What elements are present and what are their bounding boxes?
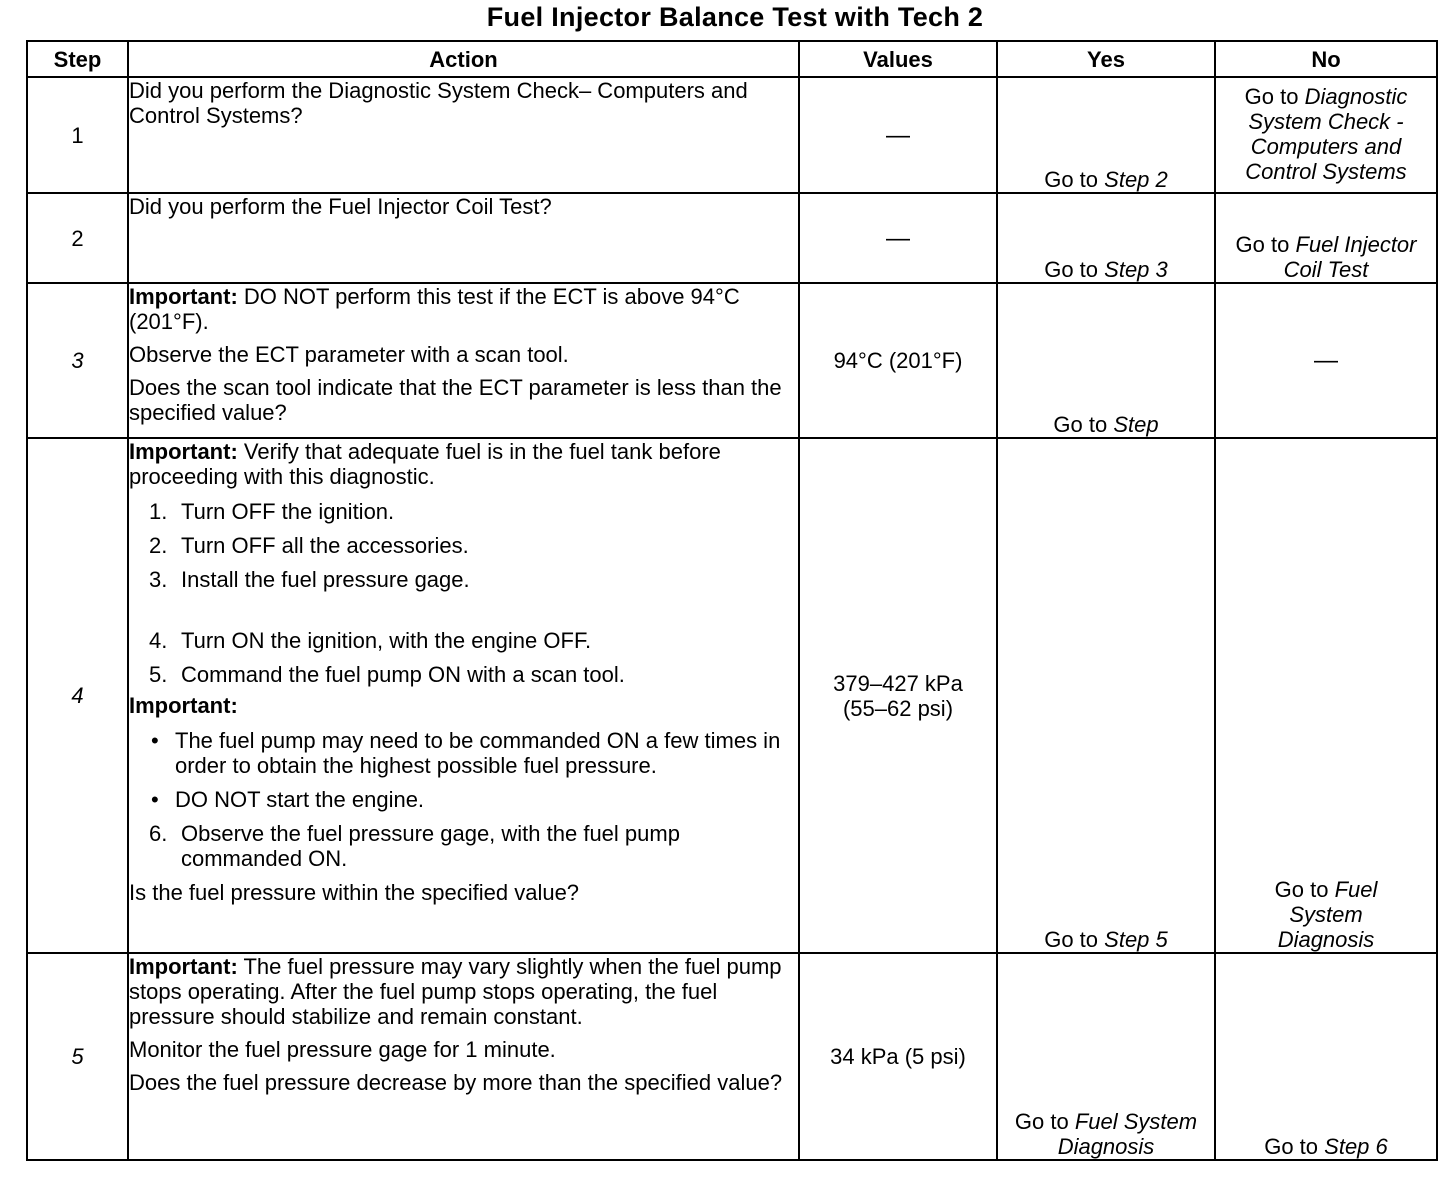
- table-row: [27, 77, 1437, 193]
- action-cell: [128, 193, 799, 283]
- value-text: —: [886, 121, 910, 149]
- step-number: 2: [27, 193, 128, 283]
- value-text: 94°C (201°F): [833, 348, 963, 373]
- values-cell: [799, 283, 997, 438]
- important-note: [129, 439, 798, 489]
- numbered-step: [149, 821, 798, 871]
- numbered-step: [149, 662, 798, 687]
- action-text: Monitor the fuel pressure gage for 1 minute.: [129, 1037, 556, 1062]
- step-number: 5: [27, 953, 128, 1160]
- bullet-item: [151, 728, 798, 778]
- step-text: Turn ON the ignition, with the engine OFF.: [181, 628, 592, 653]
- yes-link: Step 3: [1104, 257, 1168, 282]
- header-yes: Yes: [997, 41, 1215, 77]
- important-text: Verify that adequate fuel is in the fuel tank before proceeding with this diagnostic.: [129, 439, 721, 489]
- step-index: 5.: [149, 662, 168, 687]
- important-label: Important:: [129, 439, 238, 464]
- yes-cell: [997, 77, 1215, 193]
- go-to-text: Go to: [1044, 927, 1099, 952]
- important-text: DO NOT perform this test if the ECT is above 94°C (201°F).: [129, 284, 740, 334]
- table-row: [27, 193, 1437, 283]
- bullet-item: [151, 787, 798, 812]
- step-text: Observe the fuel pressure gage, with the fuel pump commanded ON.: [181, 821, 680, 871]
- no-link: Step 6: [1324, 1134, 1388, 1159]
- no-value: —: [1314, 347, 1338, 374]
- numbered-step: [149, 567, 798, 592]
- go-to-text: Go to: [1044, 257, 1099, 282]
- important-text: The fuel pressure may vary slightly when the fuel pump stops operating. After the fuel pump stops operating, the fuel pressure should stabilize and remain constant.: [129, 954, 782, 1029]
- step-index: 1.: [149, 499, 168, 524]
- important-note: [129, 284, 798, 334]
- yes-link: Step 2: [1104, 167, 1168, 192]
- bullet-text: DO NOT start the engine.: [175, 787, 425, 812]
- table-row: [27, 283, 1437, 438]
- step-index: 6.: [149, 821, 168, 846]
- numbered-step: [149, 499, 798, 524]
- action-cell: [128, 953, 799, 1160]
- action-question: Does the scan tool indicate that the ECT parameter is less than the specified value?: [129, 375, 782, 425]
- step-number: 1: [27, 77, 128, 193]
- values-cell: [799, 77, 997, 193]
- table-row: [27, 953, 1437, 1160]
- yes-link: Fuel System Diagnosis: [1057, 1109, 1198, 1159]
- yes-cell: [997, 438, 1215, 953]
- no-link: Diagnostic System Check - Computers and Control Systems: [1245, 84, 1408, 184]
- no-cell: [1215, 438, 1437, 953]
- important-label: Important:: [129, 693, 238, 718]
- bullet-icon: •: [151, 728, 159, 753]
- step-text: Install the fuel pressure gage.: [181, 567, 470, 592]
- important-label: Important:: [129, 284, 238, 309]
- no-link: Fuel System Diagnosis: [1277, 877, 1378, 952]
- yes-cell: [997, 953, 1215, 1160]
- step-index: 4.: [149, 628, 168, 653]
- go-to-text: Go to: [1244, 84, 1299, 109]
- step-index: 2.: [149, 533, 168, 558]
- go-to-text: Go to: [1044, 167, 1099, 192]
- yes-link: Step 5: [1104, 927, 1168, 952]
- header-action: Action: [128, 41, 799, 77]
- action-question: Is the fuel pressure within the specified value?: [129, 880, 580, 905]
- values-cell: [799, 953, 997, 1160]
- numbered-step: [149, 628, 798, 653]
- action-cell: [128, 283, 799, 438]
- header-row: [27, 41, 1437, 77]
- yes-link: Step: [1113, 412, 1159, 437]
- page-title: Fuel Injector Balance Test with Tech 2: [486, 2, 984, 32]
- values-cell: [799, 193, 997, 283]
- action-cell: [128, 77, 799, 193]
- value-text: —: [886, 224, 910, 252]
- no-cell: [1215, 193, 1437, 283]
- step-number: 3: [27, 283, 128, 438]
- go-to-text: Go to: [1014, 1109, 1069, 1134]
- header-values: Values: [799, 41, 997, 77]
- go-to-text: Go to: [1235, 232, 1290, 257]
- action-text: Did you perform the Fuel Injector Coil Test?: [129, 194, 552, 219]
- no-link: Fuel Injector Coil Test: [1283, 232, 1417, 282]
- go-to-text: Go to: [1053, 412, 1108, 437]
- important-label: Important:: [129, 954, 238, 979]
- action-question: Does the fuel pressure decrease by more than the specified value?: [129, 1070, 783, 1095]
- step-text: Turn OFF all the accessories.: [181, 533, 469, 558]
- go-to-text: Go to: [1264, 1134, 1319, 1159]
- action-text: Observe the ECT parameter with a scan tool.: [129, 342, 569, 367]
- diagnostic-table: [26, 40, 1438, 1161]
- bullet-text: The fuel pump may need to be commanded ON a few times in order to obtain the highest possible fuel pressure.: [175, 728, 781, 778]
- action-text: Did you perform the Diagnostic System Check– Computers and Control Systems?: [129, 78, 748, 128]
- bullet-icon: •: [151, 787, 159, 812]
- no-cell: [1215, 77, 1437, 193]
- step-number: 4: [27, 438, 128, 953]
- yes-cell: [997, 193, 1215, 283]
- important-note: [129, 954, 798, 1029]
- yes-cell: [997, 283, 1215, 438]
- values-cell: [799, 438, 997, 953]
- no-cell: [1215, 953, 1437, 1160]
- go-to-text: Go to: [1274, 877, 1329, 902]
- value-text: 379–427 kPa: [833, 670, 963, 696]
- step-text: Command the fuel pump ON with a scan tool.: [181, 662, 625, 687]
- value-text: 34 kPa (5 psi): [830, 1044, 966, 1069]
- numbered-step: [149, 533, 798, 558]
- header-no: No: [1215, 41, 1437, 77]
- header-step: Step: [27, 41, 128, 77]
- step-text: Turn OFF the ignition.: [181, 499, 395, 524]
- value-text: (55–62 psi): [842, 695, 954, 721]
- no-cell: [1215, 283, 1437, 438]
- action-cell: [128, 438, 799, 953]
- table-row: [27, 438, 1437, 953]
- step-index: 3.: [149, 567, 168, 592]
